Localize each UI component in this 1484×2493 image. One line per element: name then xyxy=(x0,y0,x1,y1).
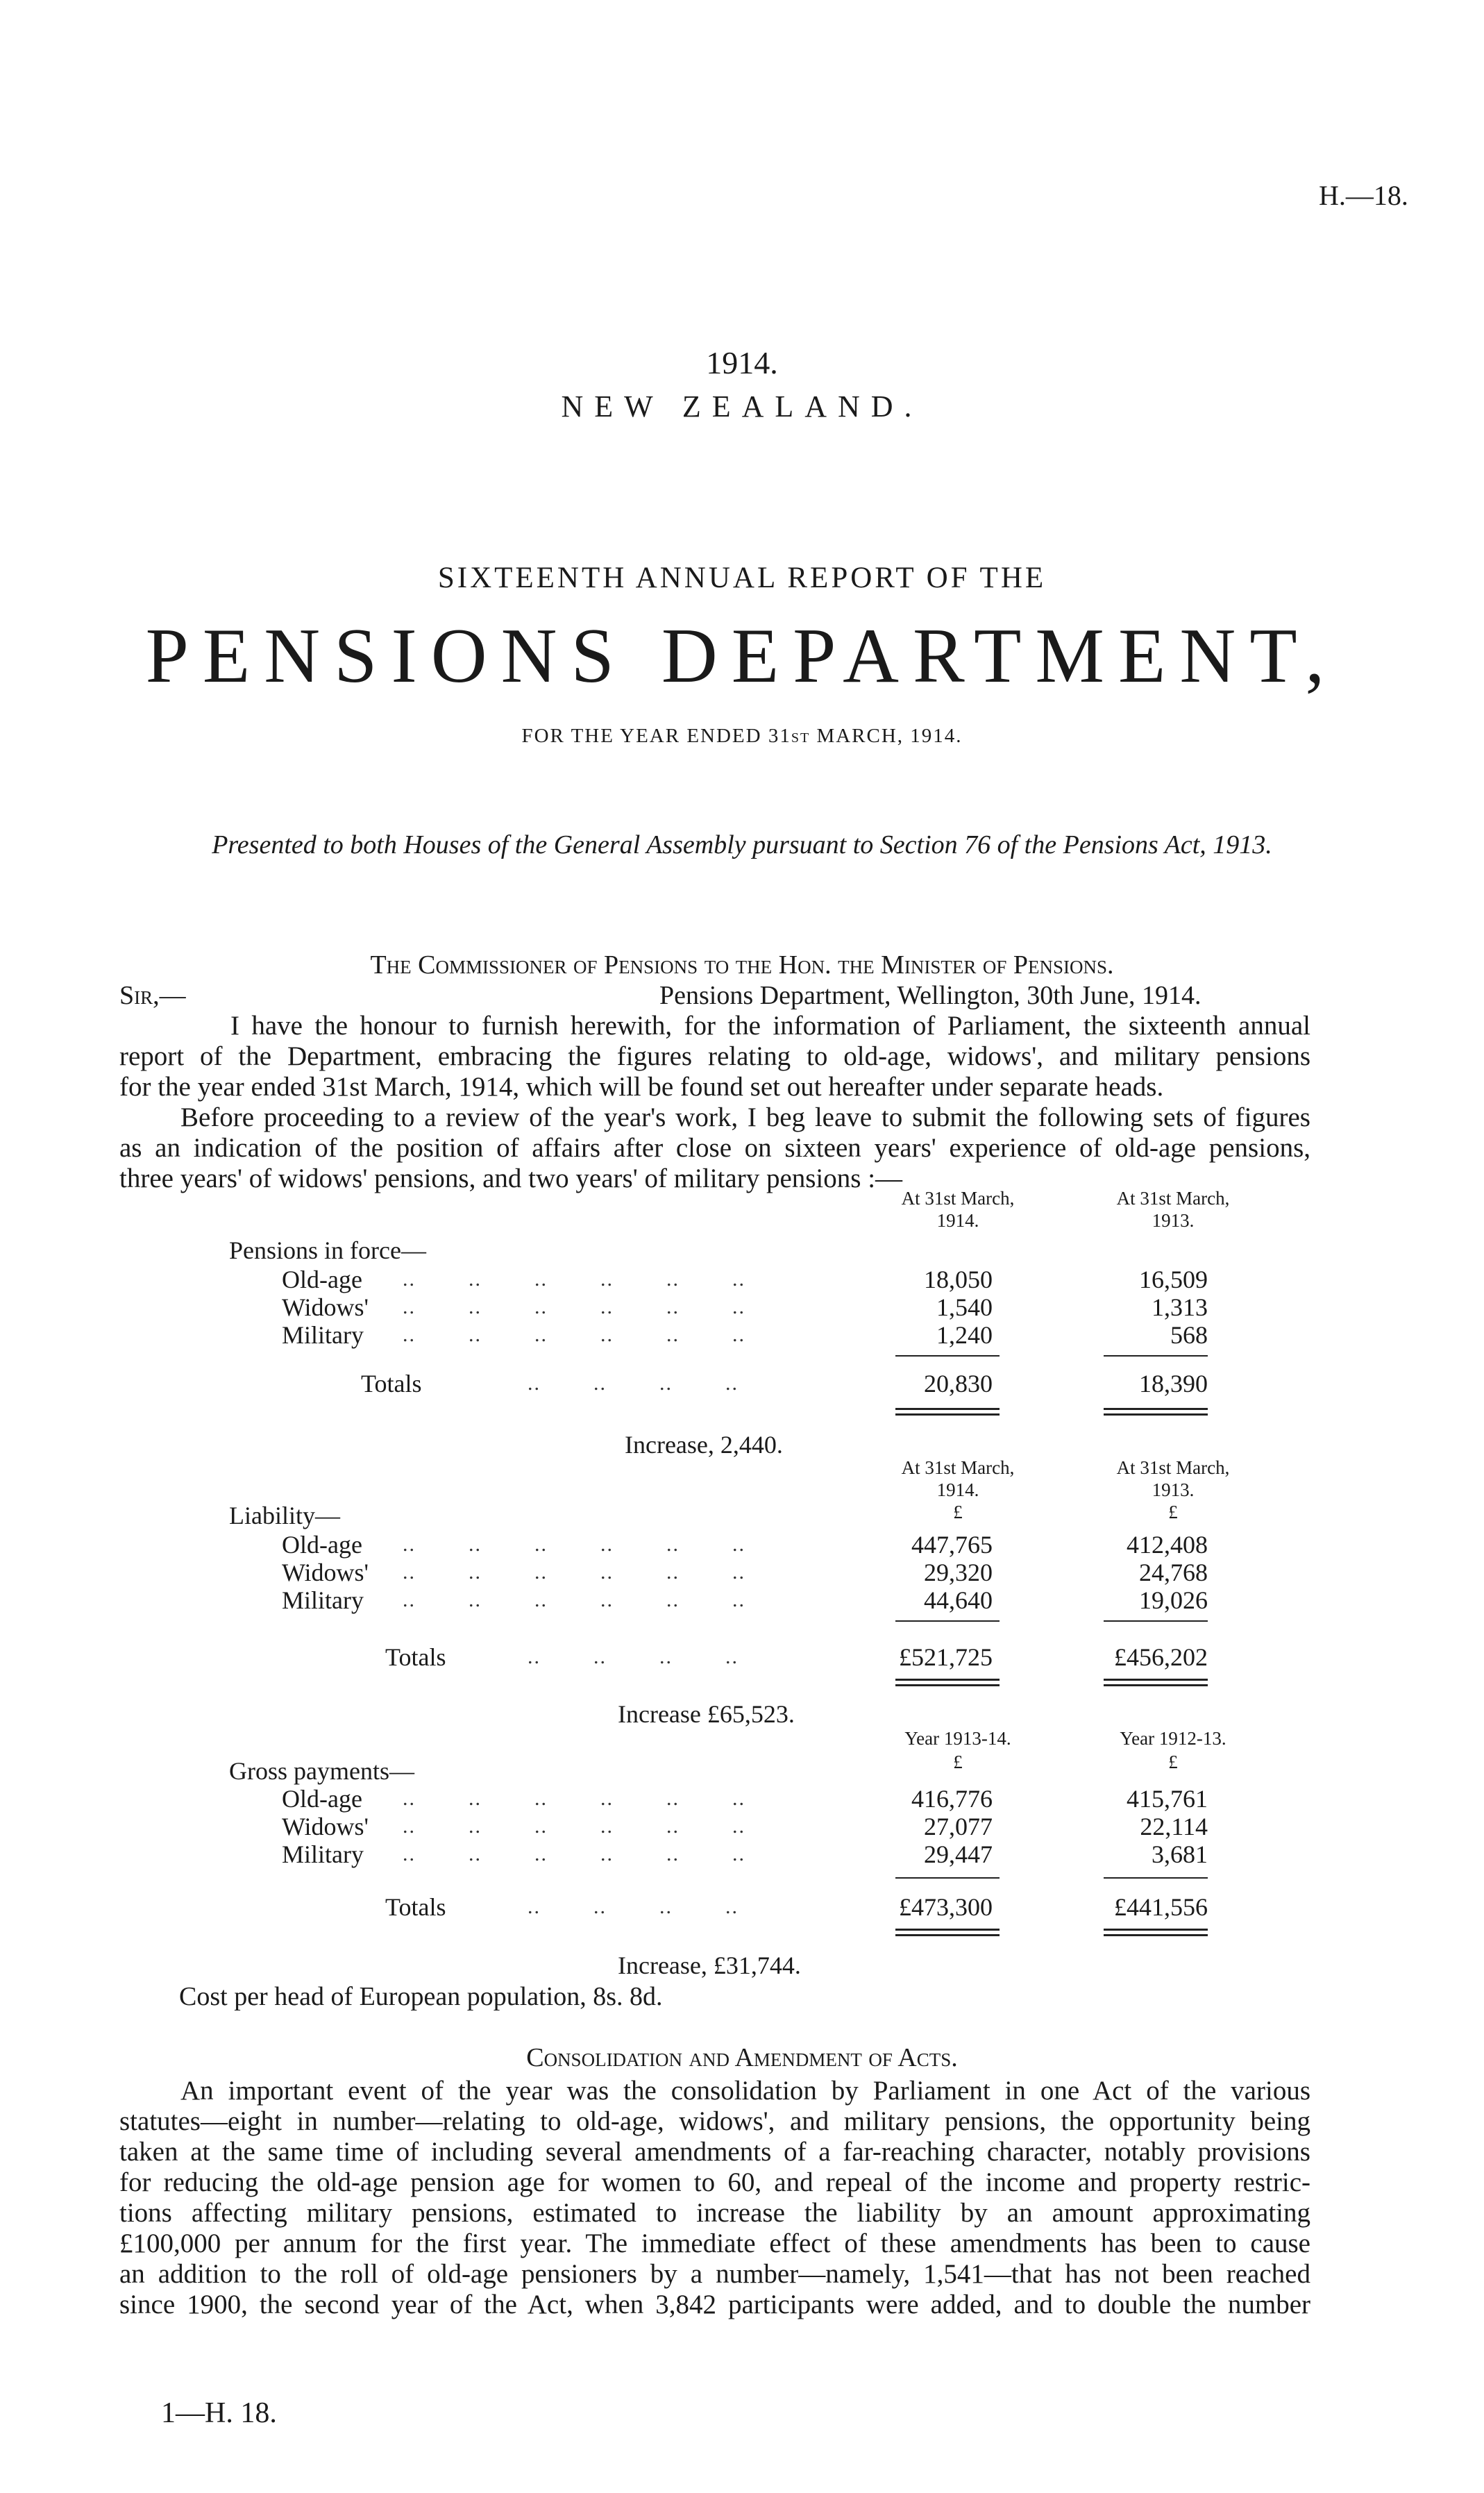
section-heading: Consolidation and Amendment of Acts. xyxy=(526,2043,958,2072)
leader-dots: .. .. .. .. xyxy=(528,1372,739,1395)
double-rule xyxy=(895,1684,1000,1686)
row-label: Widows' xyxy=(282,1559,369,1586)
rule xyxy=(1104,1877,1208,1879)
col1-header: Year 1913-14. xyxy=(904,1728,1011,1749)
leader-dots: .. .. .. .. .. .. xyxy=(403,1815,745,1838)
value-1913: 568 xyxy=(1170,1321,1208,1349)
before-line: Before proceeding to a review of the year's work, I beg leave to submit the following sets of figures xyxy=(180,1102,1310,1132)
value-1913: 415,761 xyxy=(1127,1785,1208,1813)
value-1913: 1,313 xyxy=(1152,1293,1208,1321)
total-1914: £473,300 xyxy=(899,1893,993,1921)
unit-col2: £ xyxy=(1168,1752,1178,1772)
consolidation-paragraph xyxy=(119,2076,1310,2320)
rule xyxy=(1104,1355,1208,1357)
increase-note: Increase £65,523. xyxy=(618,1700,795,1728)
intro-paragraph xyxy=(119,1011,1310,1102)
row-label: Military xyxy=(282,1586,364,1614)
increase-note: Increase, 2,440. xyxy=(625,1431,783,1459)
row-label: Old-age xyxy=(282,1785,362,1813)
leader-dots: .. .. .. .. xyxy=(528,1895,739,1918)
total-1914: 20,830 xyxy=(924,1370,993,1397)
double-rule xyxy=(895,1929,1000,1931)
leader-dots: .. .. .. .. .. .. xyxy=(403,1533,745,1556)
report-period xyxy=(0,725,1484,748)
paragraph-line: tions affecting military pensions, estimated to increase the liability by an amount approximating xyxy=(119,2198,1310,2228)
report-title-line: SIXTEENTH ANNUAL REPORT OF THE xyxy=(437,562,1047,594)
leader-dots: .. .. .. .. .. .. xyxy=(403,1323,745,1346)
double-rule xyxy=(1104,1684,1208,1686)
double-rule xyxy=(895,1408,1000,1410)
value-1914: 44,640 xyxy=(924,1586,993,1614)
value-1914: 447,765 xyxy=(911,1531,993,1559)
paragraph-line: £100,000 per annum for the first year. The immediate effect of these amendments has been to cause xyxy=(119,2228,1310,2258)
row-label: Old-age xyxy=(282,1266,362,1293)
col1-header: At 31st March, 1914. xyxy=(901,1188,1015,1231)
totals-label: Totals xyxy=(385,1643,446,1671)
value-1914: 1,240 xyxy=(936,1321,993,1349)
value-1914: 27,077 xyxy=(924,1813,993,1840)
cost-per-head: Cost per head of European population, 8s. 8d. xyxy=(179,1982,663,2011)
row-label: Old-age xyxy=(282,1531,362,1559)
value-1914: 18,050 xyxy=(924,1266,993,1293)
intro-line: I have the honour to furnish herewith, for the information of Parliament, the sixteenth annual xyxy=(230,1011,1310,1041)
paragraph-line: since 1900, the second year of the Act, when 3,842 participants were added, and to double the number xyxy=(119,2290,1310,2319)
rule xyxy=(1104,1620,1208,1622)
increase-note: Increase, £31,744. xyxy=(618,1951,801,1979)
report-period-a: FOR THE YEAR ENDED 31 xyxy=(521,725,791,747)
double-rule xyxy=(1104,1934,1208,1936)
value-1913: 24,768 xyxy=(1139,1559,1208,1586)
unit-col2: £ xyxy=(1168,1502,1178,1522)
value-1914: 29,320 xyxy=(924,1559,993,1586)
col2-header: At 31st March, 1913. xyxy=(1116,1457,1230,1500)
before-line: three years' of widows' pensions, and two years' of military pensions :— xyxy=(119,1164,903,1193)
paragraph-line: statutes—eight in number—relating to old-age, widows', and military pensions, the opportunity being xyxy=(119,2106,1310,2136)
row-label: Military xyxy=(282,1840,364,1868)
double-rule xyxy=(1104,1679,1208,1681)
total-1913: £441,556 xyxy=(1114,1893,1208,1921)
total-1913: 18,390 xyxy=(1139,1370,1208,1397)
before-paragraph xyxy=(119,1102,1310,1194)
presentation-note: Presented to both Houses of the General Assembly pursuant to Section 76 of the Pensions Act, 1913. xyxy=(212,830,1272,859)
rule xyxy=(895,1877,1000,1879)
paragraph-line: for reducing the old-age pension age for women to 60, and repeal of the income and property restric- xyxy=(119,2167,1310,2197)
value-1913: 22,114 xyxy=(1140,1813,1208,1840)
intro-line: report of the Department, embracing the figures relating to old-age, widows', and military pensions xyxy=(119,1041,1310,1071)
value-1913: 16,509 xyxy=(1139,1266,1208,1293)
value-1914: 1,540 xyxy=(936,1293,993,1321)
report-period-b: MARCH, 1914. xyxy=(810,725,963,747)
salutation-line xyxy=(0,950,1484,980)
letter-address: Pensions Department, Wellington, 30th June, 1914. xyxy=(659,981,1201,1010)
unit-col1: £ xyxy=(953,1752,963,1772)
leader-dots: .. .. .. .. .. .. xyxy=(403,1843,745,1865)
before-line: as an indication of the position of affairs after close on sixteen years' experience of old-age pensions, xyxy=(119,1133,1310,1163)
col2-header: Year 1912-13. xyxy=(1120,1728,1226,1749)
leader-dots: .. .. .. .. .. .. xyxy=(403,1295,745,1318)
section-label: Pensions in force— xyxy=(229,1236,426,1264)
rule xyxy=(895,1355,1000,1357)
country-heading: NEW ZEALAND. xyxy=(561,389,923,423)
double-rule xyxy=(895,1679,1000,1681)
intro-line: for the year ended 31st March, 1914, which will be found set out hereafter under separate heads. xyxy=(119,1072,1164,1102)
totals-label: Totals xyxy=(385,1893,446,1921)
footer-signature: 1—H. 18. xyxy=(161,2397,277,2429)
double-rule xyxy=(1104,1929,1208,1931)
double-rule xyxy=(1104,1408,1208,1410)
paragraph-line: taken at the same time of including several amendments of a far-reaching character, notably provisions xyxy=(119,2137,1310,2167)
leader-dots: .. .. .. .. .. .. xyxy=(403,1268,745,1291)
paragraph-line: An important event of the year was the consolidation by Parliament in one Act of the various xyxy=(180,2076,1310,2106)
value-1914: 416,776 xyxy=(911,1785,993,1813)
document-year: 1914. xyxy=(706,345,778,380)
department-title: PENSIONS DEPARTMENT, xyxy=(145,613,1339,699)
row-label: Military xyxy=(282,1321,364,1349)
salutation-text: The Commissioner of Pensions to the Hon. the Minister of Pensions. xyxy=(370,950,1114,980)
value-1913: 3,681 xyxy=(1152,1840,1208,1868)
totals-label: Totals xyxy=(361,1370,422,1397)
section-label: Gross payments— xyxy=(229,1757,414,1785)
leader-dots: .. .. .. .. xyxy=(528,1645,739,1668)
rule xyxy=(895,1620,1000,1622)
double-rule xyxy=(895,1934,1000,1936)
col1-header: At 31st March, 1914. xyxy=(901,1457,1015,1500)
paragraph-line: an addition to the roll of old-age pensioners by a number—namely, 1,541—that has not been reached xyxy=(119,2259,1310,2289)
row-label: Widows' xyxy=(282,1293,369,1321)
total-1914: £521,725 xyxy=(899,1643,993,1671)
col2-header: At 31st March, 1913. xyxy=(1116,1188,1230,1231)
report-period-ordinal: ST xyxy=(791,730,811,746)
leader-dots: .. .. .. .. .. .. xyxy=(403,1787,745,1810)
double-rule xyxy=(1104,1413,1208,1416)
value-1914: 29,447 xyxy=(924,1840,993,1868)
unit-col1: £ xyxy=(953,1502,963,1522)
value-1913: 412,408 xyxy=(1127,1531,1208,1559)
total-1913: £456,202 xyxy=(1114,1643,1208,1671)
double-rule xyxy=(895,1413,1000,1416)
leader-dots: .. .. .. .. .. .. xyxy=(403,1588,745,1611)
section-label: Liability— xyxy=(229,1502,340,1529)
value-1913: 19,026 xyxy=(1139,1586,1208,1614)
leader-dots: .. .. .. .. .. .. xyxy=(403,1561,745,1584)
row-label: Widows' xyxy=(282,1813,369,1840)
page-reference: H.—18. xyxy=(1319,180,1408,211)
sir-greeting: Sir,— xyxy=(119,981,186,1010)
